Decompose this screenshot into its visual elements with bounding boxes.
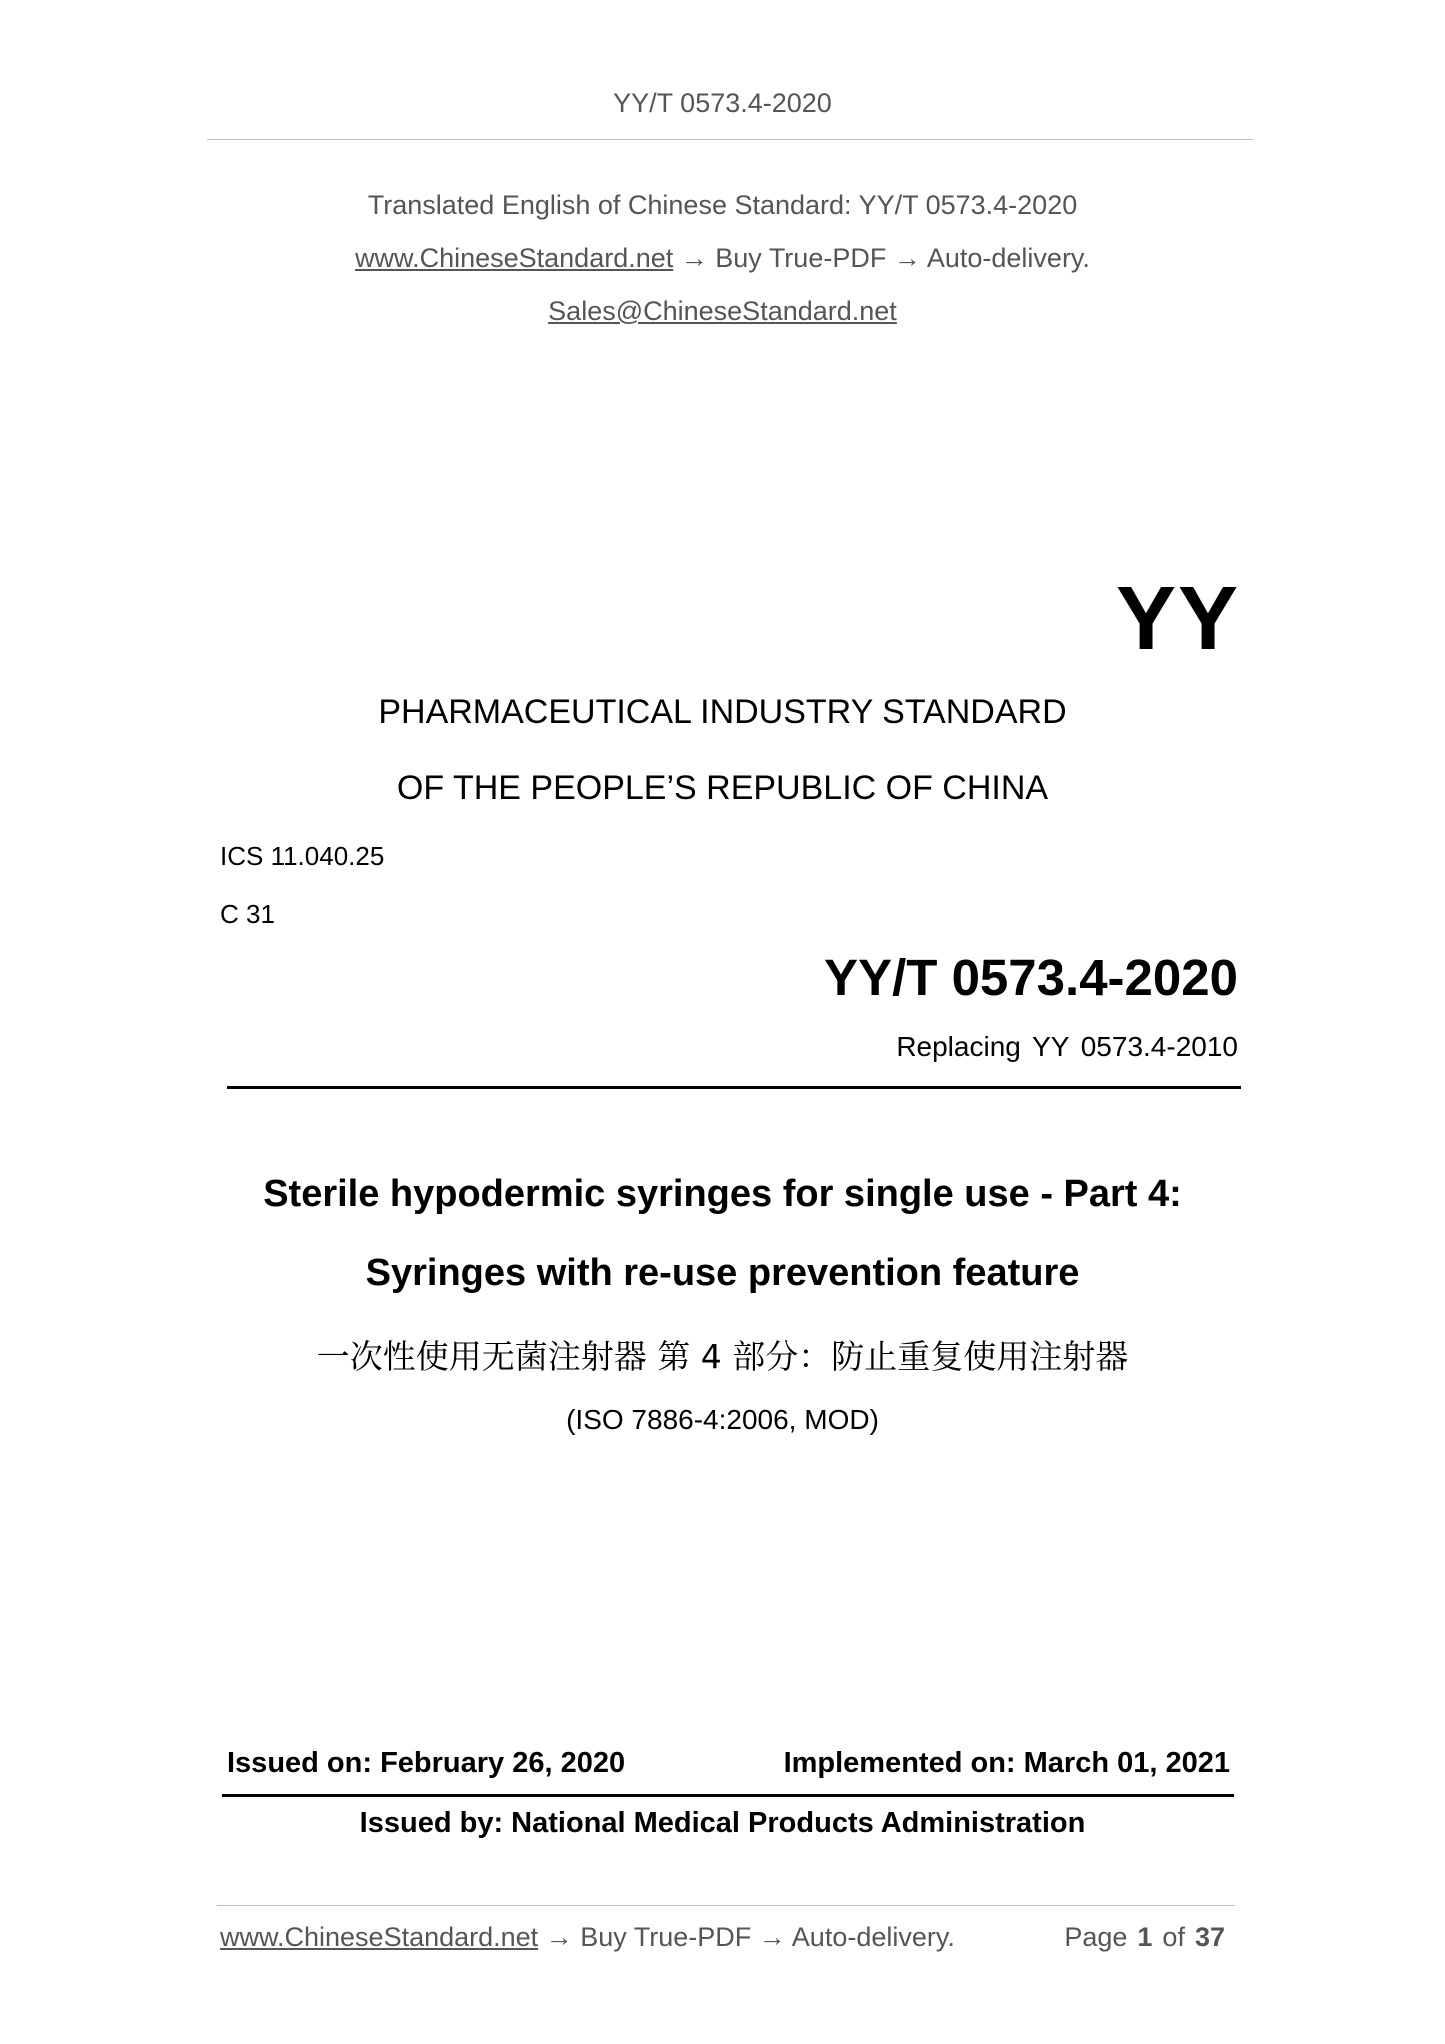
buy-true-pdf-text: Buy True-PDF — [715, 243, 887, 273]
iso-reference: (ISO 7886-4:2006, MOD) — [566, 1404, 879, 1435]
page-current: 1 — [1137, 1922, 1153, 1952]
standard-number: YY/T 0573.4-2020 — [824, 949, 1238, 1006]
title-english-line1: Sterile hypodermic syringes for single use - Part 4: — [263, 1173, 1182, 1215]
site-link[interactable]: www.ChineseStandard.net — [355, 243, 674, 273]
header-divider — [207, 139, 1253, 140]
page-header-doc-code: YY/T 0573.4-2020 — [613, 88, 832, 118]
issue-divider — [222, 1794, 1234, 1797]
arrow-right-icon: → — [758, 1922, 786, 1952]
page-total: 37 — [1194, 1922, 1225, 1952]
auto-delivery-text: Auto-delivery. — [926, 243, 1090, 273]
ics-code: ICS 11.040.25 — [220, 841, 385, 871]
page-of-label: of — [1162, 1922, 1185, 1952]
title-chinese: 一次性使用无菌注射器 第 4 部分：防止重复使用注射器 — [316, 1337, 1129, 1376]
standard-category-line1: PHARMACEUTICAL INDUSTRY STANDARD — [378, 693, 1067, 731]
page-label: Page — [1064, 1922, 1128, 1952]
title-english-line2: Syringes with re-use prevention feature — [365, 1252, 1080, 1294]
footer-divider — [217, 1905, 1235, 1906]
arrow-right-icon: → — [545, 1922, 573, 1952]
issuing-authority: Issued by: National Medical Products Administration — [359, 1807, 1086, 1839]
standard-category-line2: OF THE PEOPLE’S REPUBLIC OF CHINA — [396, 769, 1049, 807]
issued-on-date: Issued on: February 26, 2020 — [227, 1747, 626, 1779]
translation-notice: Translated English of Chinese Standard: YY/T 0573.4-2020 — [367, 190, 1078, 220]
ccs-code: C 31 — [220, 899, 275, 929]
sales-email-line — [0, 296, 1445, 327]
footer-buy-line — [220, 1922, 955, 1953]
standard-category-logo: YY — [1115, 569, 1240, 669]
replacing-note: Replacing YY 0573.4-2010 — [896, 1031, 1238, 1062]
arrow-right-icon: → — [680, 243, 708, 273]
footer-buy-true-pdf-text: Buy True-PDF — [580, 1922, 752, 1952]
footer-site-link[interactable]: www.ChineseStandard.net — [220, 1922, 539, 1952]
implemented-on-date: Implemented on: March 01, 2021 — [783, 1747, 1230, 1779]
sales-email-link[interactable]: Sales@ChineseStandard.net — [548, 296, 897, 326]
arrow-right-icon: → — [893, 243, 921, 273]
page-indicator — [1064, 1922, 1225, 1953]
footer-auto-delivery-text: Auto-delivery. — [791, 1922, 955, 1952]
title-divider — [227, 1086, 1241, 1089]
translation-buy-line — [0, 243, 1445, 274]
